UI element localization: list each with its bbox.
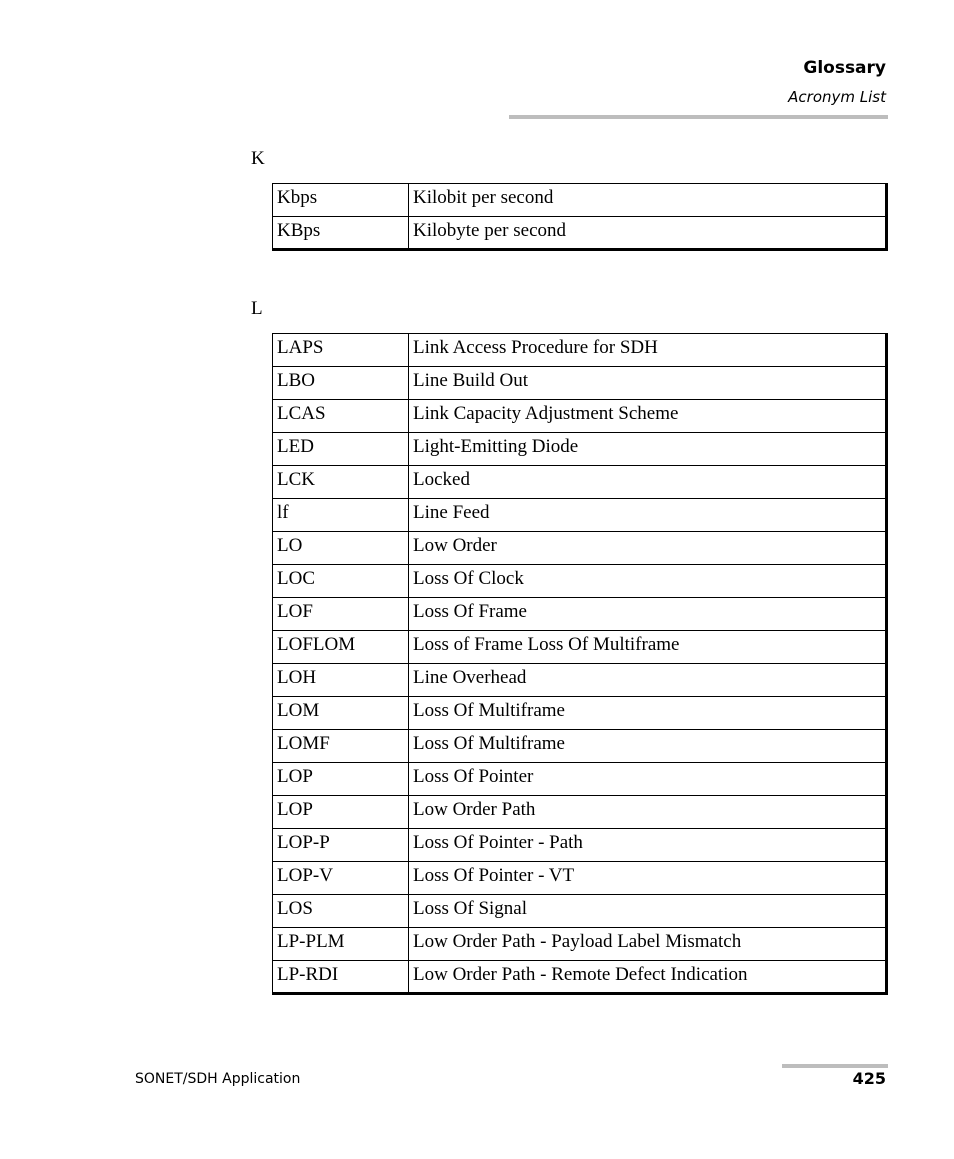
- definition-cell: Locked: [409, 466, 887, 499]
- definition-cell: Loss Of Clock: [409, 565, 887, 598]
- definition-cell: Link Capacity Adjustment Scheme: [409, 400, 887, 433]
- acronym-cell: LO: [273, 532, 409, 565]
- table-row: [273, 400, 887, 433]
- definition-cell: Kilobit per second: [409, 184, 887, 217]
- definition-cell: Loss Of Signal: [409, 895, 887, 928]
- definition-cell: Low Order Path - Payload Label Mismatch: [409, 928, 887, 961]
- acronym-cell: LOF: [273, 598, 409, 631]
- definition-cell: Low Order Path - Remote Defect Indication: [409, 961, 887, 994]
- acronym-cell: Kbps: [273, 184, 409, 217]
- table-row: [273, 763, 887, 796]
- acronym-cell: LCAS: [273, 400, 409, 433]
- acronym-cell: LP-RDI: [273, 961, 409, 994]
- header-title: Glossary: [803, 58, 886, 78]
- acronym-cell: LOM: [273, 697, 409, 730]
- acronym-cell: LBO: [273, 367, 409, 400]
- acronym-table-l: [272, 333, 888, 995]
- table-row: [273, 184, 887, 217]
- definition-cell: Line Overhead: [409, 664, 887, 697]
- acronym-cell: LOC: [273, 565, 409, 598]
- table-row: [273, 433, 887, 466]
- table-row: [273, 217, 887, 250]
- definition-cell: Light-Emitting Diode: [409, 433, 887, 466]
- acronym-cell: LOMF: [273, 730, 409, 763]
- table-row: [273, 928, 887, 961]
- acronym-cell: LOS: [273, 895, 409, 928]
- table-row: [273, 961, 887, 994]
- table-row: [273, 499, 887, 532]
- section-letter-l: L: [251, 298, 263, 319]
- acronym-cell: LOH: [273, 664, 409, 697]
- table-row: [273, 466, 887, 499]
- table-row: [273, 829, 887, 862]
- acronym-cell: LCK: [273, 466, 409, 499]
- acronym-table-k: [272, 183, 888, 251]
- table-row: [273, 631, 887, 664]
- definition-cell: Kilobyte per second: [409, 217, 887, 250]
- table-row: [273, 367, 887, 400]
- header-subtitle: Acronym List: [788, 88, 886, 106]
- definition-cell: Line Feed: [409, 499, 887, 532]
- definition-cell: Loss Of Frame: [409, 598, 887, 631]
- definition-cell: Loss Of Pointer - VT: [409, 862, 887, 895]
- table-row: [273, 895, 887, 928]
- definition-cell: Loss Of Pointer: [409, 763, 887, 796]
- definition-cell: Loss Of Multiframe: [409, 697, 887, 730]
- table-row: [273, 334, 887, 367]
- footer-rule: [782, 1064, 888, 1068]
- acronym-cell: LP-PLM: [273, 928, 409, 961]
- page-number: 425: [852, 1069, 886, 1088]
- acronym-cell: lf: [273, 499, 409, 532]
- table-row: [273, 697, 887, 730]
- acronym-cell: LOFLOM: [273, 631, 409, 664]
- acronym-cell: LAPS: [273, 334, 409, 367]
- table-row: [273, 598, 887, 631]
- definition-cell: Loss Of Multiframe: [409, 730, 887, 763]
- table-row: [273, 730, 887, 763]
- section-letter-k: K: [251, 148, 265, 169]
- definition-cell: Loss Of Pointer - Path: [409, 829, 887, 862]
- definition-cell: Loss of Frame Loss Of Multiframe: [409, 631, 887, 664]
- acronym-cell: LOP-P: [273, 829, 409, 862]
- definition-cell: Line Build Out: [409, 367, 887, 400]
- definition-cell: Link Access Procedure for SDH: [409, 334, 887, 367]
- table-row: [273, 796, 887, 829]
- table-row: [273, 565, 887, 598]
- definition-cell: Low Order: [409, 532, 887, 565]
- acronym-cell: LED: [273, 433, 409, 466]
- table-row: [273, 862, 887, 895]
- acronym-cell: LOP-V: [273, 862, 409, 895]
- acronym-cell: LOP: [273, 763, 409, 796]
- definition-cell: Low Order Path: [409, 796, 887, 829]
- table-row: [273, 664, 887, 697]
- acronym-cell: LOP: [273, 796, 409, 829]
- acronym-cell: KBps: [273, 217, 409, 250]
- table-row: [273, 532, 887, 565]
- footer-document-title: SONET/SDH Application: [135, 1071, 301, 1087]
- header-rule: [509, 115, 888, 119]
